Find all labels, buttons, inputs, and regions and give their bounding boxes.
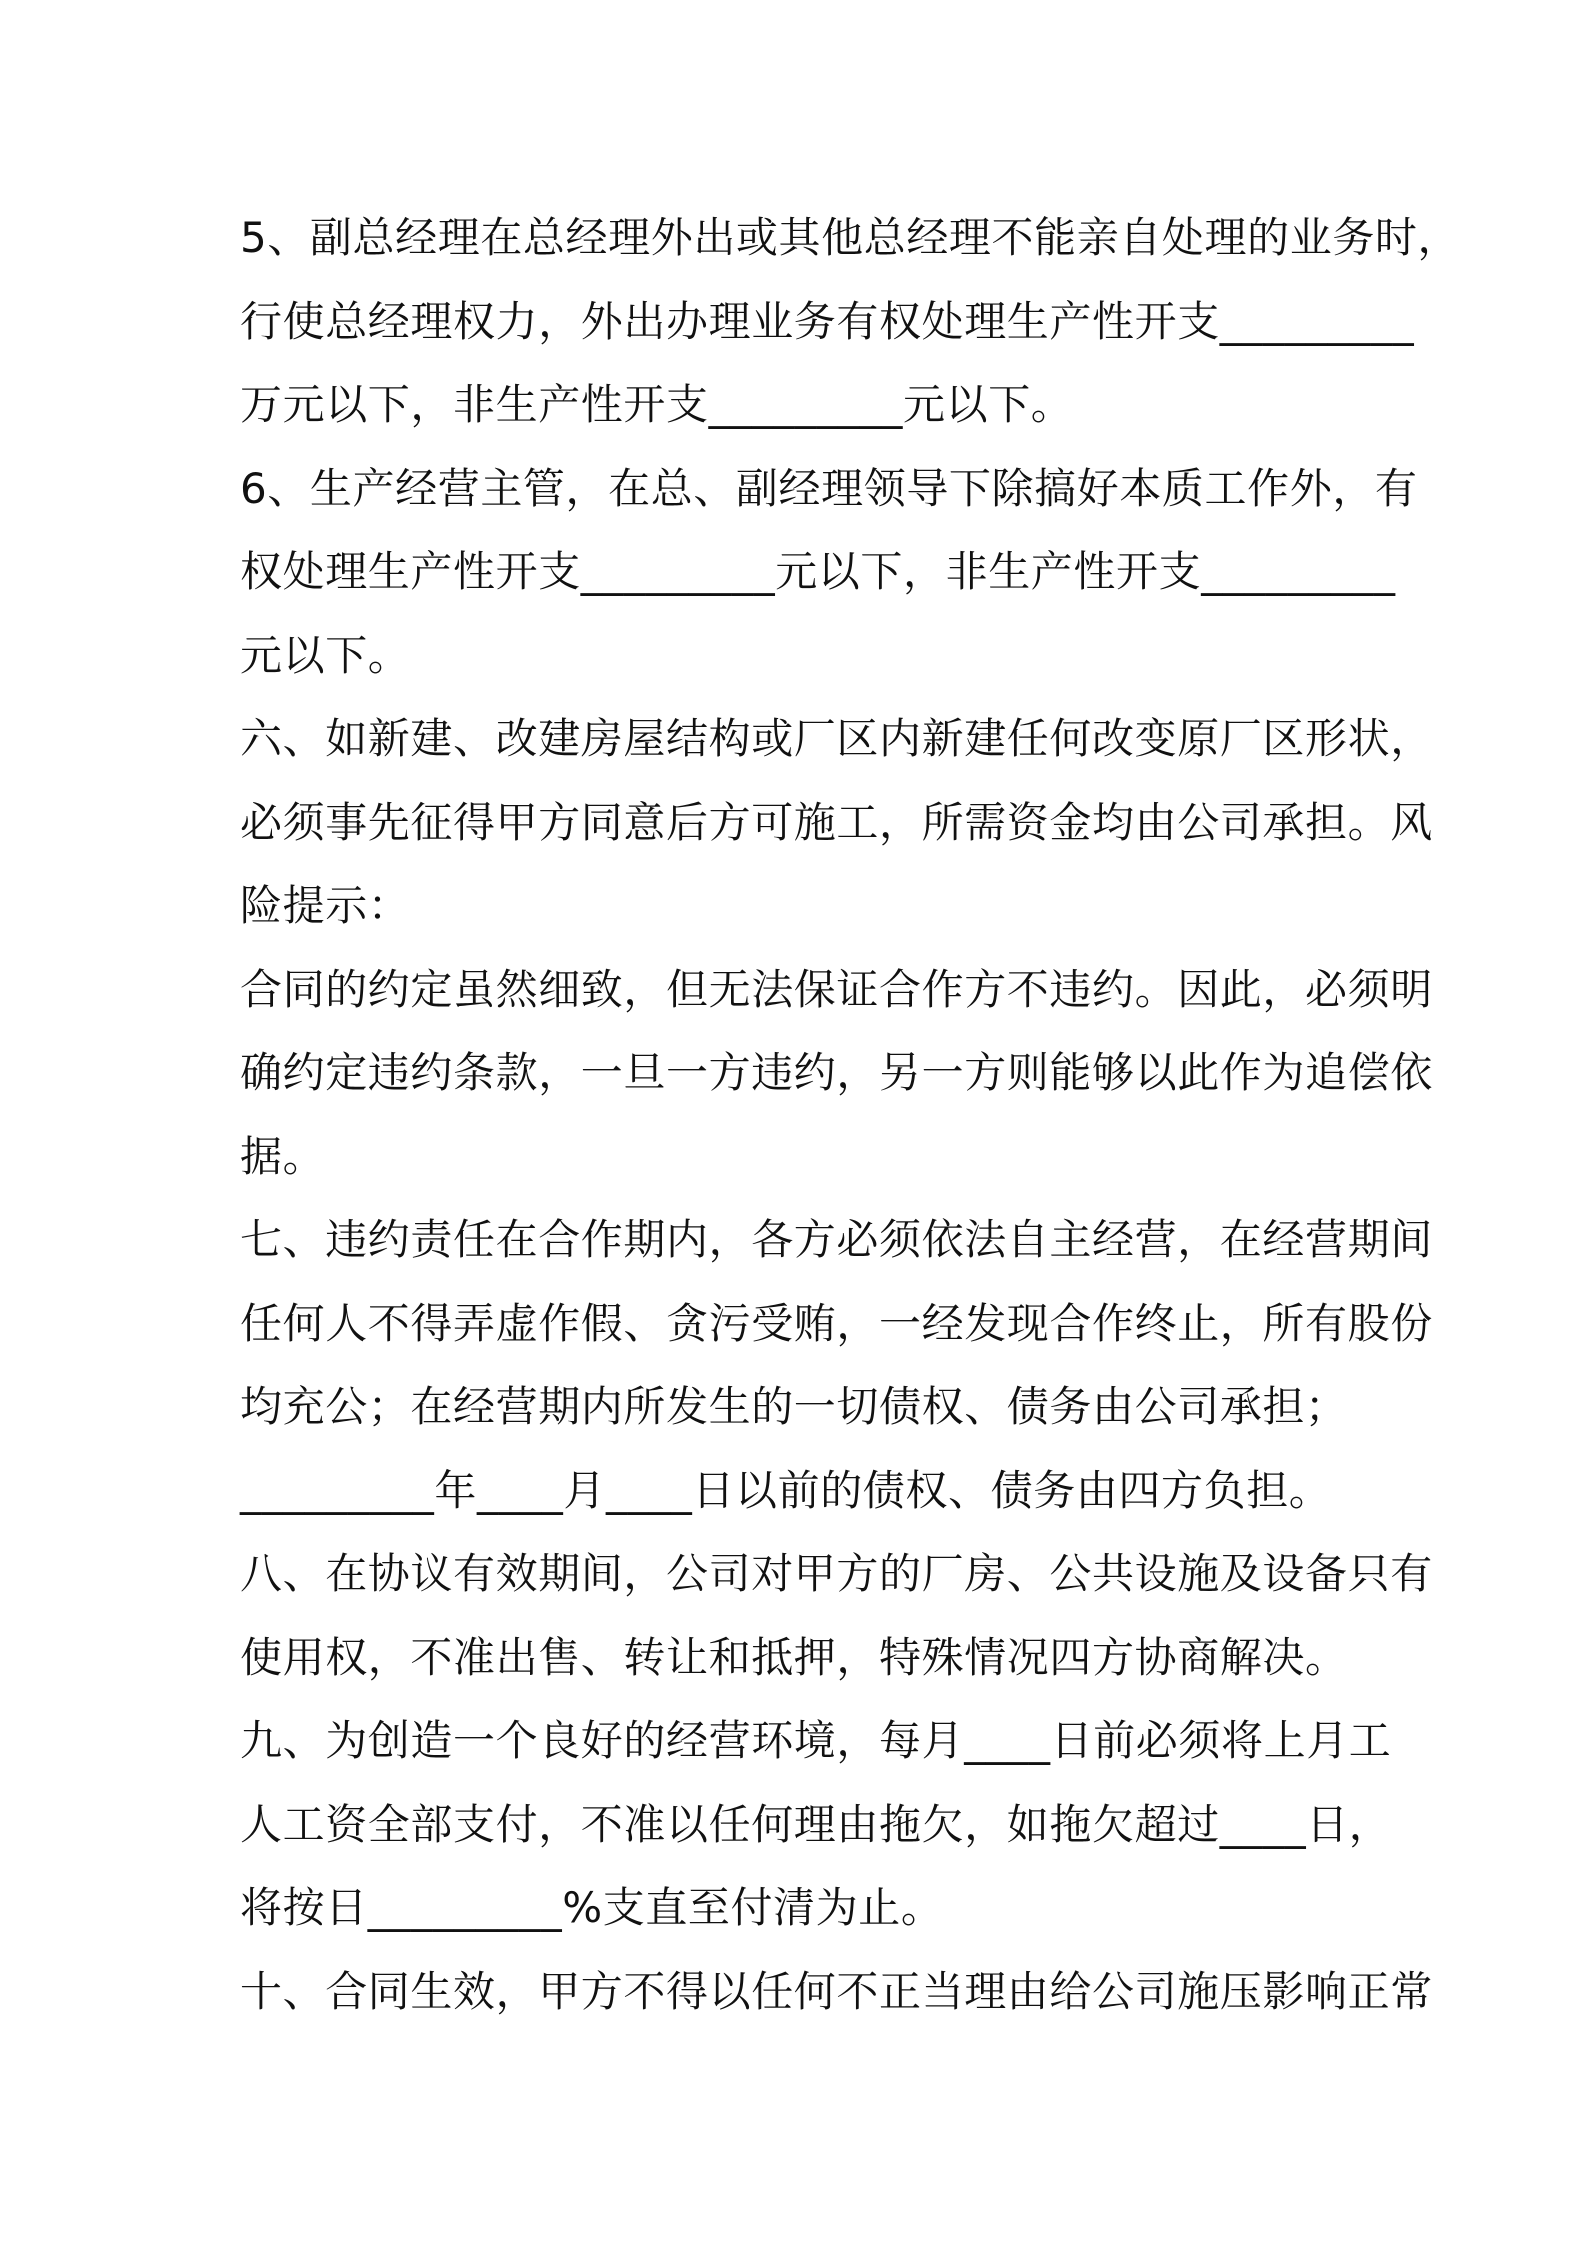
text-line: 6、生产经营主管，在总、副经理领导下除搞好本质工作外，有 [240, 463, 1418, 513]
text-line: 八、在协议有效期间，公司对甲方的厂房、公共设施及设备只有 [240, 1549, 1433, 1598]
text-line: _________年____月____日以前的债权、债务由四方负担。 [240, 1465, 1332, 1515]
text-line: 合同的约定虽然细致，但无法保证合作方不违约。因此，必须明 [240, 964, 1433, 1014]
text-line: 将按日_________%支直至付清为止。 [240, 1883, 944, 1932]
text-line: 权处理生产性开支_________元以下，非生产性开支_________ [240, 547, 1396, 596]
text-line: 据。 [240, 1131, 326, 1181]
text-line: 九、为创造一个良好的经营环境，每月____日前必须将上月工 [240, 1716, 1392, 1765]
text-line: 七、违约责任在合作期内，各方必须依法自主经营，在经营期间 [240, 1215, 1433, 1264]
text-line: 行使总经理权力，外出办理业务有权处理生产性开支_________ [240, 296, 1415, 346]
text-line: 5、副总经理在总经理外出或其他总经理不能亲自处理的业务时， [240, 213, 1461, 262]
text-line: 必须事先征得甲方同意后方可施工，所需资金均由公司承担。风 [240, 797, 1433, 847]
text-line: 元以下。 [240, 630, 411, 680]
text-line: 均充公；在经营期内所发生的一切债权、债务由公司承担； [240, 1382, 1348, 1431]
text-line: 万元以下，非生产性开支_________元以下。 [240, 380, 1074, 429]
text-line: 任何人不得弄虚作假、贪污受贿，一经发现合作终止，所有股份 [240, 1298, 1433, 1348]
text-line: 六、如新建、改建房屋结构或厂区内新建任何改变原厂区形状， [240, 714, 1433, 763]
text-line: 确约定违约条款，一旦一方违约，另一方则能够以此作为追偿依 [240, 1048, 1433, 1097]
text-line: 人工资全部支付，不准以任何理由拖欠，如拖欠超过____日， [240, 1799, 1392, 1849]
document-body [240, 196, 1461, 2033]
text-line: 险提示： [240, 881, 411, 930]
text-line: 十、合同生效，甲方不得以任何不正当理由给公司施压影响正常 [240, 1966, 1433, 2016]
text-line: 使用权，不准出售、转让和抵押，特殊情况四方协商解决。 [240, 1632, 1348, 1682]
